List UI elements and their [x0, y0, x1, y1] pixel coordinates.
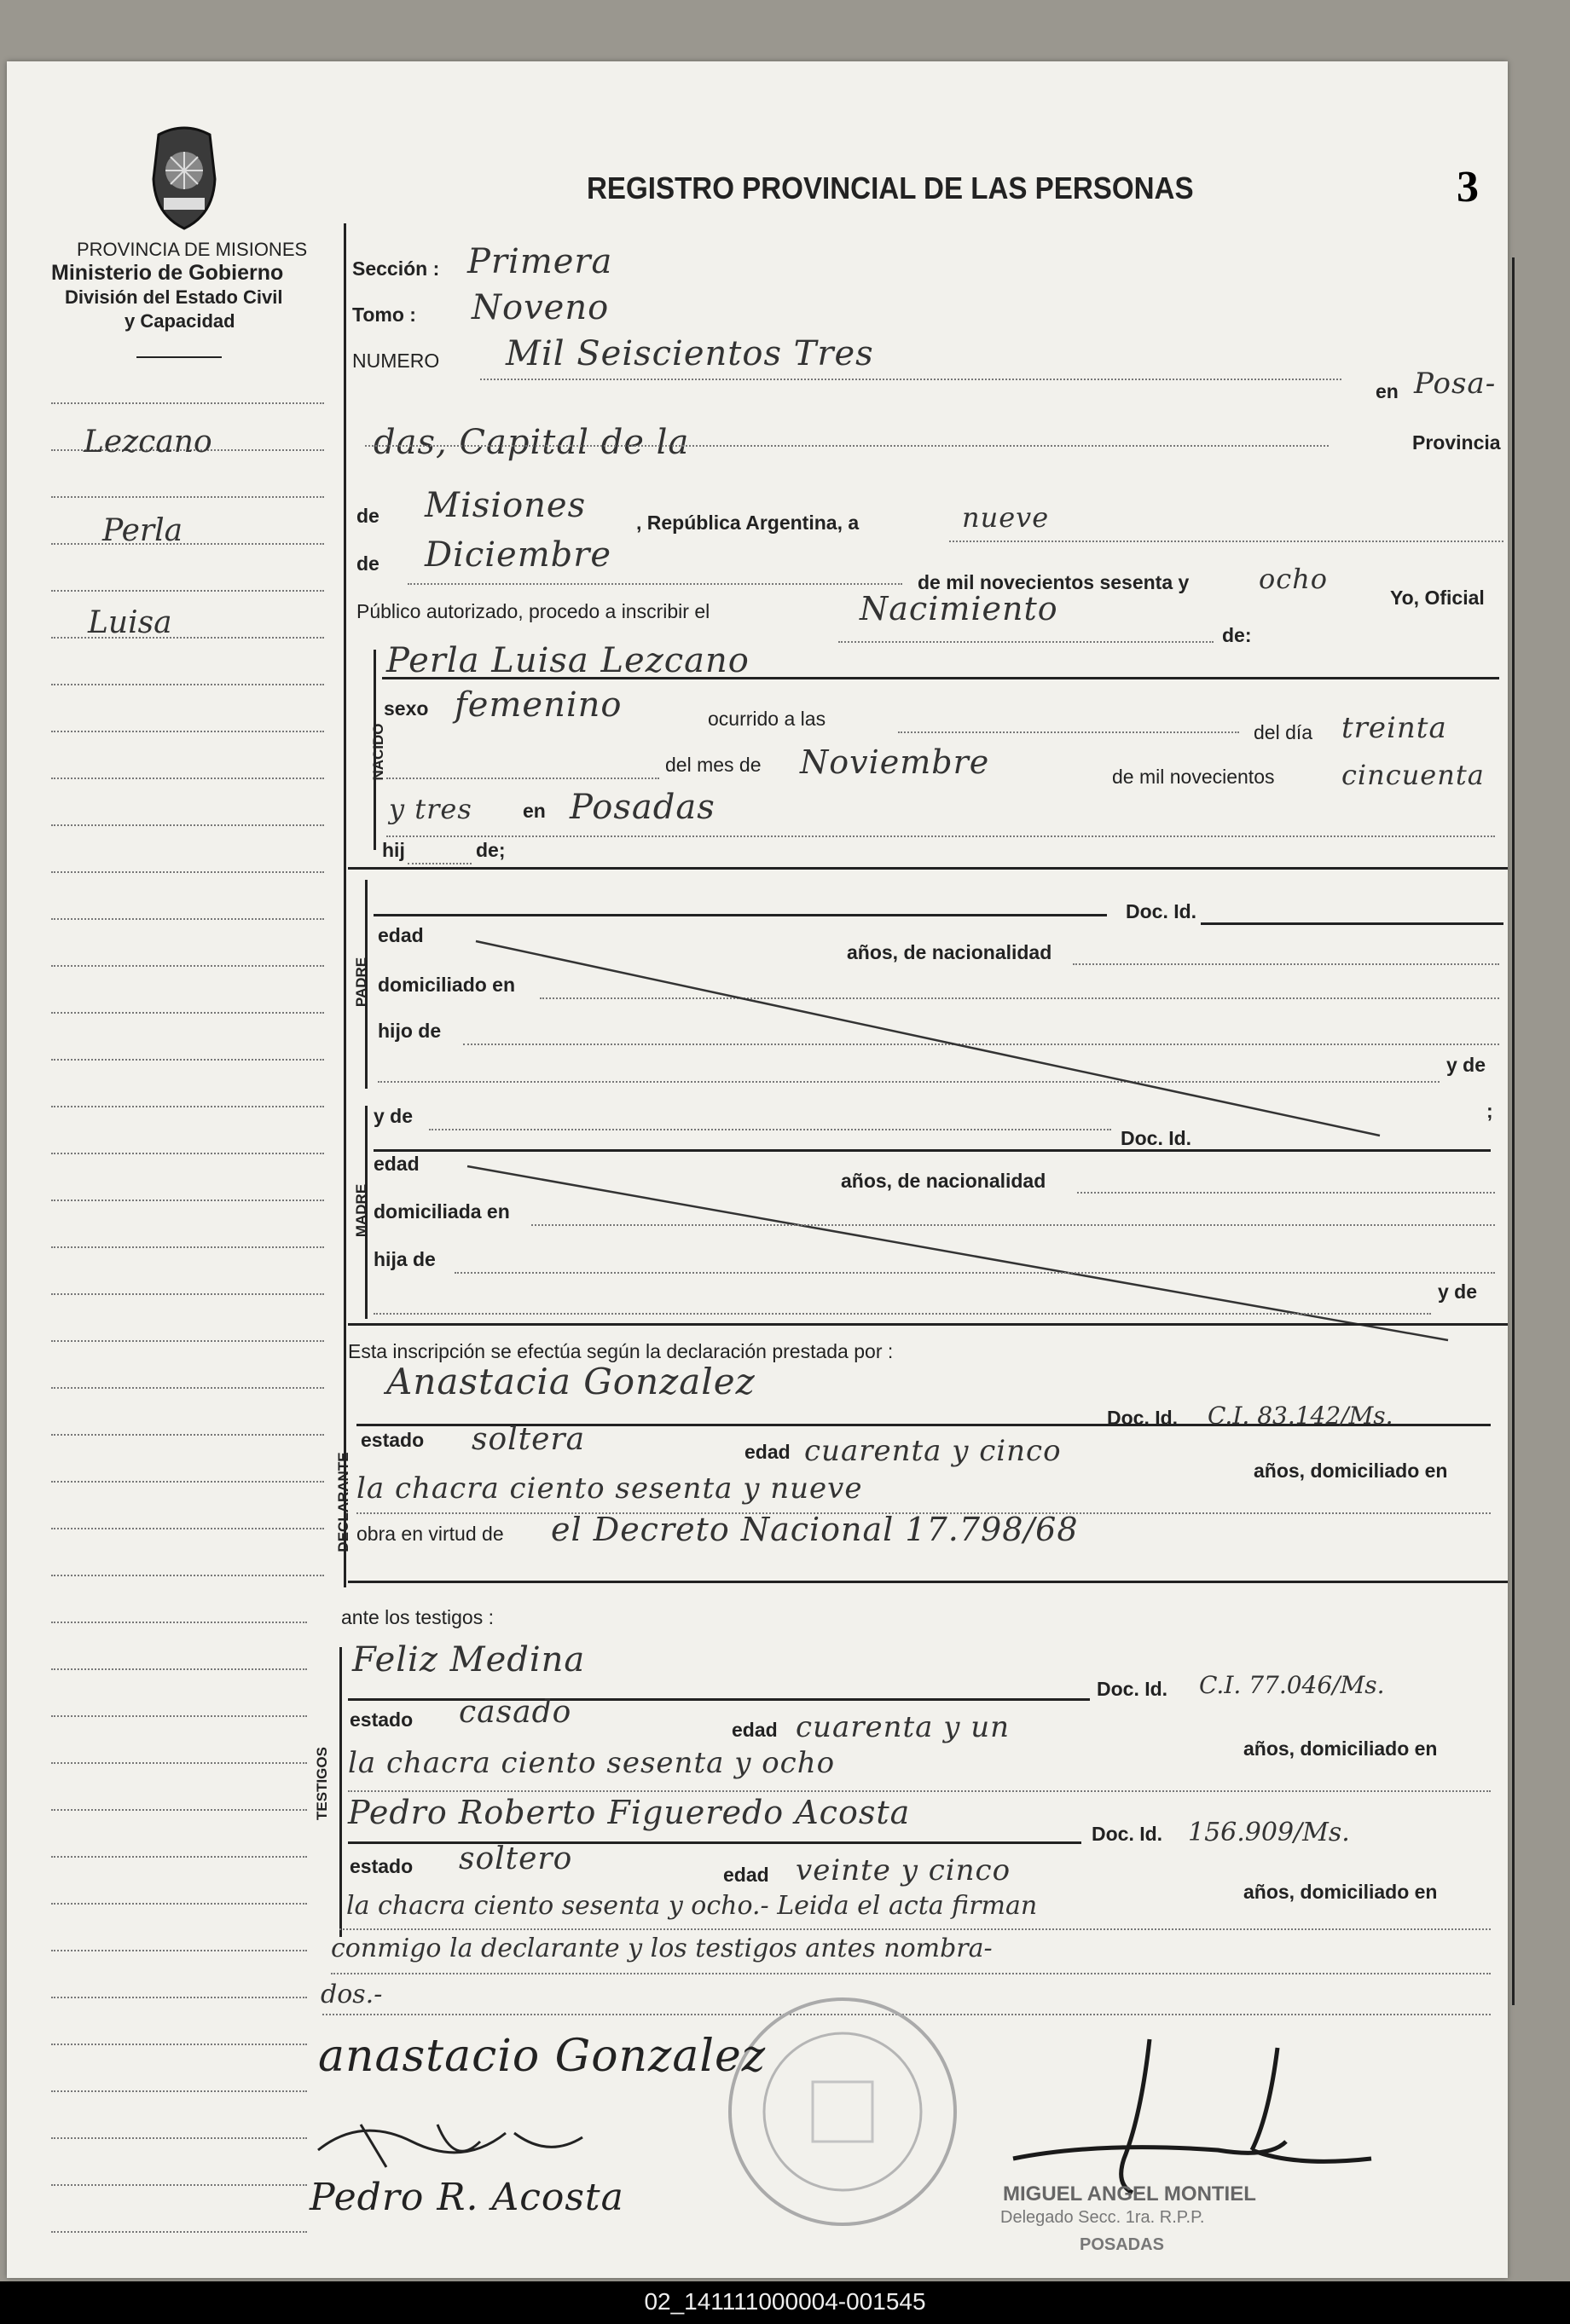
label-edad-madre: edad — [374, 1153, 420, 1175]
label-estado-testigo1: estado — [350, 1708, 414, 1731]
label-ante-testigos: ante los testigos : — [341, 1606, 494, 1628]
value-anio-nac-2: y tres — [389, 793, 472, 825]
label-hij: hij — [382, 839, 405, 861]
value-declarante: Anastacia Gonzalez — [386, 1361, 756, 1402]
value-acto: Nacimiento — [860, 590, 1058, 627]
label-tomo: Tomo : — [352, 304, 416, 326]
value-obra: el Decreto Nacional 17.798/68 — [551, 1511, 1079, 1548]
org-line-2: Ministerio de Gobierno — [51, 261, 284, 285]
label-numero: NUMERO — [352, 350, 440, 372]
label-y-de-madre-end: y de — [1438, 1281, 1478, 1303]
official-round-seal — [719, 1988, 966, 2235]
label-sexo: sexo — [384, 697, 429, 720]
value-dia-nac: treinta — [1341, 711, 1447, 745]
margin-second-name: Luisa — [88, 605, 172, 640]
value-declarante-edad: cuarenta y cinco — [804, 1434, 1062, 1468]
label-edad-testigo1: edad — [732, 1719, 778, 1741]
label-semicolon: ; — [1486, 1100, 1493, 1122]
label-de-mil-nov: de mil novecientos — [1112, 766, 1275, 788]
label-mil-sesenta: de mil novecientos sesenta y — [918, 571, 1190, 593]
label-edad-padre: edad — [378, 924, 424, 946]
margin-first-name: Perla — [102, 513, 183, 548]
section-label-padre: PADRE — [353, 957, 369, 1008]
label-anos-dom-testigo1: años, domiciliado en — [1243, 1737, 1438, 1760]
value-testigo1-doc: C.I. 77.046/Ms. — [1199, 1671, 1385, 1699]
value-testigo1-dom: la chacra ciento sesenta y ocho — [348, 1746, 836, 1780]
value-testigo1-edad: cuarenta y un — [796, 1710, 1011, 1744]
value-tomo: Noveno — [472, 288, 610, 327]
label-seccion: Sección : — [352, 257, 440, 280]
label-domiciliada-madre: domiciliada en — [374, 1200, 510, 1223]
value-testigo2: Pedro Roberto Figueredo Acosta — [348, 1794, 911, 1831]
label-inscripcion: Esta inscripción se efectúa según la declaración prestada por : — [348, 1340, 894, 1362]
label-de-colon: de: — [1222, 624, 1252, 646]
label-hijo-de: hijo de — [378, 1020, 442, 1042]
value-mes-nac: Noviembre — [800, 743, 990, 781]
margin-surname: Lezcano — [84, 425, 212, 460]
label-anos-nac-madre: años, de nacionalidad — [841, 1170, 1046, 1192]
signature-testigo1 — [310, 2107, 600, 2176]
value-testigo2-doc: 156.909/Ms. — [1188, 1818, 1350, 1847]
label-edad-declarante: edad — [744, 1441, 791, 1463]
label-doc-id-testigo2: Doc. Id. — [1092, 1823, 1163, 1845]
value-testigo1-estado: casado — [459, 1695, 572, 1730]
value-numero: Mil Seiscientos Tres — [506, 334, 874, 373]
stamp-line-1: MIGUEL ANGEL MONTIEL — [1003, 2182, 1256, 2205]
value-en-cont: das, Capital de la — [374, 423, 690, 462]
label-domiciliado-padre: domiciliado en — [378, 974, 516, 996]
value-de-prov: Misiones — [425, 486, 587, 525]
label-estado-declarante: estado — [361, 1429, 425, 1451]
label-del-dia: del día — [1254, 721, 1313, 743]
value-dia-reg: nueve — [962, 501, 1050, 534]
label-republica: , República Argentina, a — [636, 512, 860, 534]
value-anio-reg: ocho — [1259, 563, 1329, 595]
signature-declarante: anastacio Gonzalez — [318, 2031, 767, 2082]
value-testigo2-dom: la chacra ciento sesenta y ocho.- Leida el acta firman — [346, 1891, 1038, 1921]
label-del-mes: del mes de — [665, 754, 762, 776]
org-line-1: PROVINCIA DE MISIONES — [77, 239, 308, 260]
scan-id: 02_141111000004-001545 — [644, 2288, 926, 2315]
value-lugar-nac: Posadas — [570, 788, 715, 827]
value-cierre-1: conmigo la declarante y los testigos antes nombra- — [331, 1934, 993, 1963]
value-mes-reg: Diciembre — [425, 535, 612, 575]
register-page — [7, 61, 1508, 2278]
value-testigo1: Feliz Medina — [352, 1640, 586, 1679]
label-obra: obra en virtud de — [356, 1523, 504, 1545]
label-en: en — [1376, 380, 1399, 402]
value-declarante-dom: la chacra ciento sesenta y nueve — [356, 1471, 863, 1506]
label-provincia: Provincia — [1412, 431, 1501, 454]
page-number: 3 — [1457, 163, 1479, 211]
value-en-start: Posa- — [1414, 367, 1497, 401]
label-edad-testigo2: edad — [723, 1864, 769, 1886]
label-anos-dom-declarante: años, domiciliado en — [1254, 1460, 1448, 1482]
value-sexo: femenino — [455, 685, 623, 725]
section-label-testigos: TESTIGOS — [314, 1747, 330, 1820]
org-line-3: División del Estado Civil — [65, 286, 283, 308]
page-title: REGISTRO PROVINCIAL DE LAS PERSONAS — [587, 171, 1194, 205]
label-publico: Público autorizado, procedo a inscribir el — [356, 600, 710, 622]
label-y-de-padre: y de — [1446, 1054, 1486, 1076]
label-yo-oficial: Yo, Oficial — [1390, 587, 1485, 609]
section-label-nacido: NACIDO — [370, 723, 386, 781]
stamp-line-2: Delegado Secc. 1ra. R.P.P. — [1000, 2208, 1205, 2227]
value-testigo2-edad: veinte y cinco — [796, 1853, 1011, 1888]
value-declarante-doc: C.I. 83.142/Ms. — [1208, 1402, 1393, 1430]
label-doc-id-padre: Doc. Id. — [1126, 900, 1197, 922]
label-hija-de: hija de — [374, 1248, 436, 1270]
stamp-line-3: POSADAS — [1080, 2235, 1164, 2254]
scan-footer — [0, 2281, 1570, 2324]
label-y-de-madre: y de — [374, 1105, 414, 1127]
label-ocurrido: ocurrido a las — [708, 708, 826, 730]
signature-testigo2: Pedro R. Acosta — [310, 2176, 624, 2219]
label-anos-nac-padre: años, de nacionalidad — [847, 941, 1052, 963]
org-line-4: y Capacidad — [125, 310, 235, 332]
value-declarante-estado: soltera — [472, 1422, 586, 1457]
label-doc-id-madre: Doc. Id. — [1121, 1127, 1192, 1149]
label-anos-dom-testigo2: años, domiciliado en — [1243, 1881, 1438, 1903]
right-border — [1512, 257, 1515, 2005]
label-estado-testigo2: estado — [350, 1855, 414, 1877]
value-anio-nac-1: cincuenta — [1341, 759, 1485, 791]
value-cierre-2: dos.- — [321, 1980, 383, 2009]
label-doc-id-testigo1: Doc. Id. — [1097, 1678, 1168, 1700]
label-en-lugar: en — [523, 800, 546, 822]
value-testigo2-estado: soltero — [459, 1841, 573, 1876]
value-seccion: Primera — [467, 242, 613, 281]
label-de-semi: de; — [476, 839, 506, 861]
section-label-declarante: DECLARANTE — [335, 1452, 351, 1552]
value-nombre: Perla Luisa Lezcano — [386, 641, 750, 680]
label-doc-id-declarante: Doc. Id. — [1107, 1407, 1179, 1429]
section-label-madre: MADRE — [353, 1183, 369, 1238]
label-de-mes: de — [356, 552, 379, 575]
label-de-prov: de — [356, 505, 379, 527]
